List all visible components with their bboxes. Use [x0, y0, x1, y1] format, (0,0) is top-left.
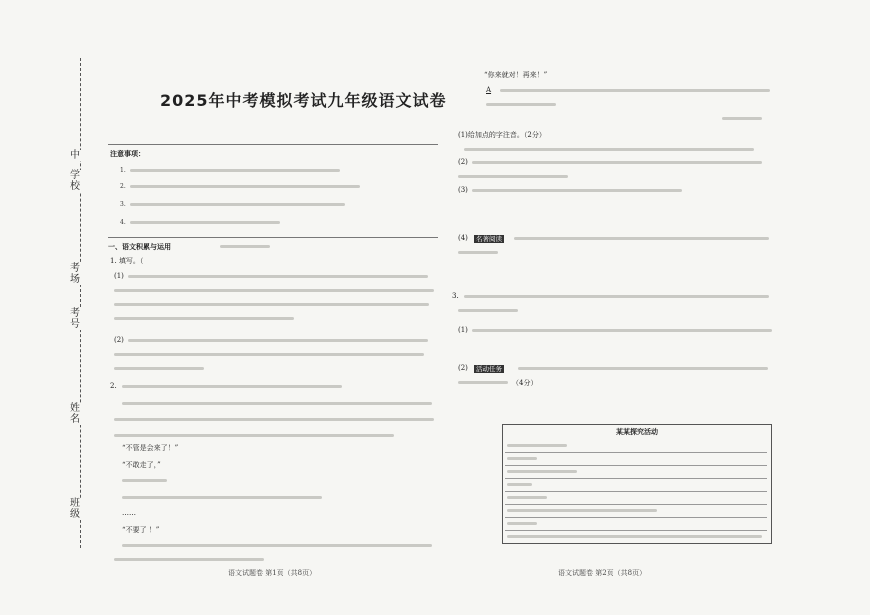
page-footer: 语文试题卷 第1页（共8页） — [228, 569, 317, 577]
note-item: 1. — [120, 167, 126, 174]
question-5-num: 3. — [452, 292, 459, 300]
question-3-2-label: (2) — [458, 158, 468, 166]
note-item: 4. — [120, 219, 126, 226]
question-tag: 活动任务 — [476, 365, 502, 373]
left-page — [108, 30, 448, 590]
binding-label-school: 学校 — [70, 170, 80, 192]
right-page — [452, 30, 777, 590]
binding-label-name: 姓名 — [70, 403, 80, 425]
exam-notes — [108, 144, 438, 238]
info-card-row — [505, 517, 767, 531]
note-item: 3. — [120, 201, 126, 208]
passage-quote: “不敢走了，” — [122, 461, 161, 469]
passage-quote: “你来就对！再来！” — [484, 71, 548, 79]
question-1-label: 1. 填写。（ — [110, 257, 144, 265]
paper-title: 2025年中考模拟考试九年级语文试卷 — [160, 91, 447, 110]
binding-cut-line — [80, 58, 81, 548]
binding-label-school-mark: 中 — [70, 150, 80, 161]
section-heading: 一、语文积累与运用 — [108, 242, 171, 251]
info-card-row — [505, 478, 767, 492]
binding-label-room: 考场 — [70, 263, 80, 285]
question-3-1-label: (1)给加点的字注音。（2分） — [458, 131, 546, 139]
binding-label-exam-number: 考号 — [70, 308, 80, 330]
note-item: 2. — [120, 183, 126, 190]
question-3-3-label: (3) — [458, 186, 468, 194]
passage-ellipsis: …… — [122, 509, 136, 517]
question-score: （4分） — [512, 379, 538, 387]
binding-strip — [64, 58, 98, 548]
passage-quote: “不要了 ！” — [122, 526, 160, 534]
page-footer: 语文试题卷 第2页（共8页） — [558, 569, 647, 577]
question-2-label: 2. — [110, 382, 117, 390]
info-card-title: 某某探究活动 — [616, 427, 658, 436]
question-1-1-label: (1) — [114, 272, 124, 280]
question-4-num: (4) — [458, 234, 468, 242]
question-tag: 名著阅读 — [476, 235, 502, 243]
info-card-table — [502, 424, 772, 544]
question-5-1-label: (1) — [458, 326, 468, 334]
info-card-row — [505, 452, 767, 466]
notes-heading: 注意事项： — [110, 149, 145, 158]
question-5-2-num: (2) — [458, 364, 468, 372]
binding-label-class: 班级 — [70, 498, 80, 520]
choice-marker: A — [486, 86, 492, 94]
question-1-2-label: (2) — [114, 336, 124, 344]
passage-quote: “不管是会来了！” — [122, 444, 179, 452]
